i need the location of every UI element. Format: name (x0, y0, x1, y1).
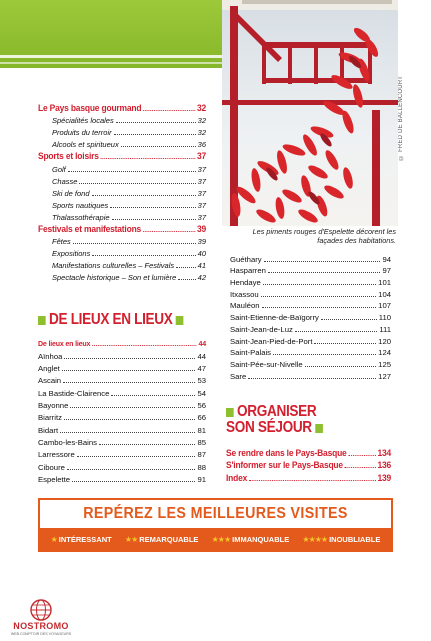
toc-entry[interactable] (226, 470, 391, 482)
toc-entry[interactable] (38, 258, 206, 270)
toc-entry[interactable] (38, 149, 206, 161)
nostromo-logo (5, 598, 77, 638)
toc-entry[interactable] (38, 222, 206, 234)
dot-leader (345, 467, 376, 468)
globe-icon (29, 598, 53, 622)
entry-title: Alcools et spiritueux (52, 140, 119, 150)
toc-entry[interactable] (38, 161, 206, 173)
entry-title: Cambo-les-Bains (38, 438, 97, 448)
photo-piments (222, 0, 398, 226)
entry-page: 66 (197, 413, 206, 423)
entry-title: Festivals et manifestations (38, 224, 142, 235)
toc-sejour (226, 446, 391, 483)
entry-title: Spectacle historique – Son et lumière (52, 273, 177, 283)
entry-page: 40 (197, 249, 206, 259)
toc-entry[interactable] (38, 270, 206, 282)
dot-leader (314, 343, 376, 344)
legend-label: INOUBLIABLE (329, 534, 381, 544)
entry-title: Saint-Palais (230, 348, 272, 358)
logo-name: NOSTROMO (13, 621, 69, 631)
dot-leader (111, 395, 195, 396)
toc-entry[interactable] (230, 264, 391, 276)
legend-bar (40, 528, 391, 550)
legend-label: REMARQUABLE (139, 534, 199, 544)
toc-entry[interactable] (38, 361, 206, 373)
dot-leader (262, 307, 377, 308)
entry-page: 110 (378, 313, 391, 323)
dot-leader (112, 219, 196, 220)
toc-entry[interactable] (38, 373, 206, 385)
toc-entry[interactable] (38, 472, 206, 484)
toc-entry[interactable] (38, 113, 206, 125)
dot-leader (321, 319, 377, 320)
entry-title: Ciboure (38, 462, 65, 472)
entry-title: Spécialités locales (52, 116, 114, 126)
toc-lieux-left (38, 336, 206, 484)
entry-title: Anglet (38, 364, 60, 374)
entry-title: Manifestations culturelles – Festivals (52, 261, 175, 271)
toc-entry[interactable] (230, 287, 391, 299)
green-square-icon (315, 424, 323, 433)
entry-page: 107 (378, 301, 391, 311)
entry-title: Espelette (38, 475, 71, 485)
toc-entry[interactable] (38, 125, 206, 137)
toc-entry[interactable] (38, 410, 206, 422)
entry-title: Hendaye (230, 278, 261, 288)
toc-entry[interactable] (38, 385, 206, 397)
entry-title: Ski de fond (52, 188, 90, 198)
entry-page: 124 (378, 348, 391, 358)
entry-page: 136 (377, 460, 391, 471)
entry-title: Se rendre dans le Pays-Basque (226, 448, 347, 459)
header-band (0, 0, 222, 68)
dot-leader (92, 195, 196, 196)
entry-page: 32 (197, 128, 206, 138)
entry-page: 32 (197, 116, 206, 126)
star-icon: ★★ (124, 534, 138, 544)
dot-leader (116, 122, 196, 123)
dot-leader (79, 183, 195, 184)
dot-leader (64, 358, 195, 359)
section-heading-lieux (38, 312, 184, 328)
entry-page: 88 (197, 462, 206, 472)
dot-leader (73, 243, 196, 244)
toc-entry[interactable] (38, 234, 206, 246)
entry-page: 125 (378, 359, 391, 369)
entry-title: Index (226, 472, 248, 483)
dot-leader (248, 378, 376, 379)
section-heading-sejour (226, 404, 371, 437)
toc-entry[interactable] (38, 210, 206, 222)
star-icon: ★ (50, 534, 57, 544)
entry-page: 85 (197, 438, 206, 448)
entry-page: 120 (378, 336, 391, 346)
entry-title: Hasparren (230, 266, 266, 276)
dot-leader (261, 296, 377, 297)
entry-title: Sare (230, 371, 247, 381)
dot-leader (263, 284, 376, 285)
entry-page: 39 (196, 224, 207, 235)
entry-page: 32 (196, 103, 207, 114)
toc-entry[interactable] (230, 322, 391, 334)
entry-page: 111 (379, 324, 391, 334)
entry-title: Saint-Jean-de-Luz (230, 324, 293, 334)
entry-page: 39 (197, 237, 206, 247)
dot-leader (268, 272, 381, 273)
entry-title: Ascain (38, 376, 62, 386)
dot-leader (121, 146, 196, 147)
toc-entry[interactable] (38, 459, 206, 471)
entry-title: De lieux en lieux (38, 339, 91, 349)
toc-entry[interactable] (38, 422, 206, 434)
toc-entry[interactable] (38, 198, 206, 210)
entry-page: 56 (197, 401, 206, 411)
entry-title: Saint-Etienne-de-Baïgorry (230, 313, 319, 323)
toc-entry[interactable] (230, 357, 391, 369)
photo-illustration (222, 0, 398, 226)
dot-leader (249, 480, 376, 481)
entry-page: 94 (382, 254, 391, 264)
toc-entry[interactable] (38, 186, 206, 198)
entry-page: 37 (197, 176, 206, 186)
band-stripe (0, 55, 222, 58)
entry-title: Saint-Pée-sur-Nivelle (230, 359, 303, 369)
dot-leader (62, 370, 196, 371)
entry-page: 37 (197, 188, 206, 198)
entry-title: Le Pays basque gourmand (38, 103, 142, 114)
photo-caption: Les piments rouges d'Espelette décorent les façades des habitations. (252, 227, 396, 246)
dot-leader (92, 345, 197, 346)
entry-title: Biarritz (38, 413, 62, 423)
dot-leader (72, 481, 195, 482)
legend-item (51, 535, 112, 544)
toc-entry[interactable] (230, 275, 391, 287)
toc-entry[interactable] (226, 458, 391, 470)
toc-entry[interactable] (230, 369, 391, 381)
toc-entry[interactable] (230, 334, 391, 346)
dot-leader (64, 419, 196, 420)
entry-page: 53 (197, 376, 206, 386)
toc-entry[interactable] (38, 174, 206, 186)
dot-leader (68, 171, 196, 172)
logo-tagline: WEB COMPTOIR DES VOYAGEURS (10, 632, 72, 636)
dot-leader (348, 455, 375, 456)
toc-entry[interactable] (226, 446, 391, 458)
heading-text: DE LIEUX EN LIEUX (49, 311, 173, 328)
toc-entry[interactable] (230, 346, 391, 358)
entry-page: 42 (197, 273, 206, 283)
entry-title: Golf (52, 164, 66, 174)
dot-leader (264, 261, 381, 262)
toc-entry[interactable] (38, 101, 206, 113)
toc-entry[interactable] (230, 252, 391, 264)
entry-title: Guéthary (230, 254, 262, 264)
toc-entry[interactable] (38, 447, 206, 459)
entry-title: Bayonne (38, 401, 69, 411)
green-square-icon (226, 408, 234, 417)
entry-title: Mauléon (230, 301, 260, 311)
dot-leader (99, 444, 195, 445)
dot-leader (305, 366, 377, 367)
toc-lieux-right (230, 252, 391, 381)
green-square-icon (176, 316, 184, 325)
dot-leader (110, 207, 195, 208)
dot-leader (70, 407, 195, 408)
heading-text: ORGANISER (237, 403, 317, 420)
legend-item (125, 535, 199, 544)
entry-title: Larressore (38, 450, 75, 460)
dot-leader (63, 382, 195, 383)
dot-leader (176, 267, 196, 268)
dot-leader (114, 134, 196, 135)
entry-page: 87 (197, 450, 206, 460)
entry-page: 41 (197, 261, 206, 271)
legend-item (212, 535, 290, 544)
entry-title: Sports nautiques (52, 200, 109, 210)
band-stripe (0, 62, 222, 64)
legend-title: REPÉREZ LES MEILLEURES VISITES (54, 500, 377, 528)
entry-page: 37 (196, 151, 207, 162)
entry-page: 37 (197, 212, 206, 222)
toc-entry[interactable] (38, 246, 206, 258)
toc-entry[interactable] (38, 348, 206, 360)
entry-title: Aïnhoa (38, 351, 63, 361)
entry-page: 54 (197, 388, 206, 398)
entry-title: Bidart (38, 425, 59, 435)
entry-title: Produits du terroir (52, 128, 112, 138)
entry-page: 127 (378, 371, 391, 381)
dot-leader (178, 279, 195, 280)
entry-title: Saint-Jean-Pied-de-Port (230, 336, 313, 346)
dot-leader (143, 110, 195, 111)
legend-label: INTÉRESSANT (58, 534, 112, 544)
toc-entry[interactable] (230, 310, 391, 322)
toc-entry[interactable] (38, 435, 206, 447)
star-icon: ★★★★ (302, 534, 328, 544)
dot-leader (77, 456, 196, 457)
dot-leader (60, 432, 195, 433)
entry-page: 37 (197, 200, 206, 210)
entry-page: 101 (378, 278, 391, 288)
dot-leader (101, 158, 196, 159)
star-icon: ★★★ (211, 534, 231, 544)
entry-page: 134 (377, 448, 391, 459)
green-square-icon (38, 316, 46, 325)
entry-title: Sports et loisirs (38, 151, 99, 162)
legend-label: IMMANQUABLE (232, 534, 290, 544)
entry-page: 44 (197, 351, 206, 361)
entry-title: Thalassothérapie (52, 212, 110, 222)
entry-page: 36 (197, 140, 206, 150)
entry-page: 139 (377, 472, 391, 483)
toc-entry[interactable] (38, 398, 206, 410)
entry-title: Itxassou (230, 289, 259, 299)
entry-title: Chasse (52, 176, 78, 186)
dot-leader (67, 469, 196, 470)
entry-page: 81 (197, 425, 206, 435)
rating-legend (38, 498, 393, 552)
entry-page: 91 (197, 475, 206, 485)
toc-entry[interactable] (38, 137, 206, 149)
entry-title: Expositions (52, 249, 91, 259)
photo-credit: © FRED DE BALLENCOURT (398, 75, 404, 160)
entry-page: 44 (198, 339, 207, 349)
entry-page: 37 (197, 164, 206, 174)
dot-leader (143, 231, 195, 232)
entry-page: 47 (197, 364, 206, 374)
entry-title: S'informer sur le Pays-Basque (226, 460, 343, 471)
toc-entry[interactable] (230, 299, 391, 311)
heading-text: SON SÉJOUR (226, 419, 312, 437)
dot-leader (295, 331, 377, 332)
legend-item (302, 535, 380, 544)
toc-left-column (38, 101, 206, 282)
entry-title: La Bastide-Clairence (38, 388, 110, 398)
entry-page: 104 (378, 289, 391, 299)
dot-leader (92, 255, 195, 256)
entry-page: 97 (382, 266, 391, 276)
entry-title: Fêtes (52, 237, 71, 247)
toc-entry[interactable] (38, 336, 206, 348)
dot-leader (273, 354, 376, 355)
